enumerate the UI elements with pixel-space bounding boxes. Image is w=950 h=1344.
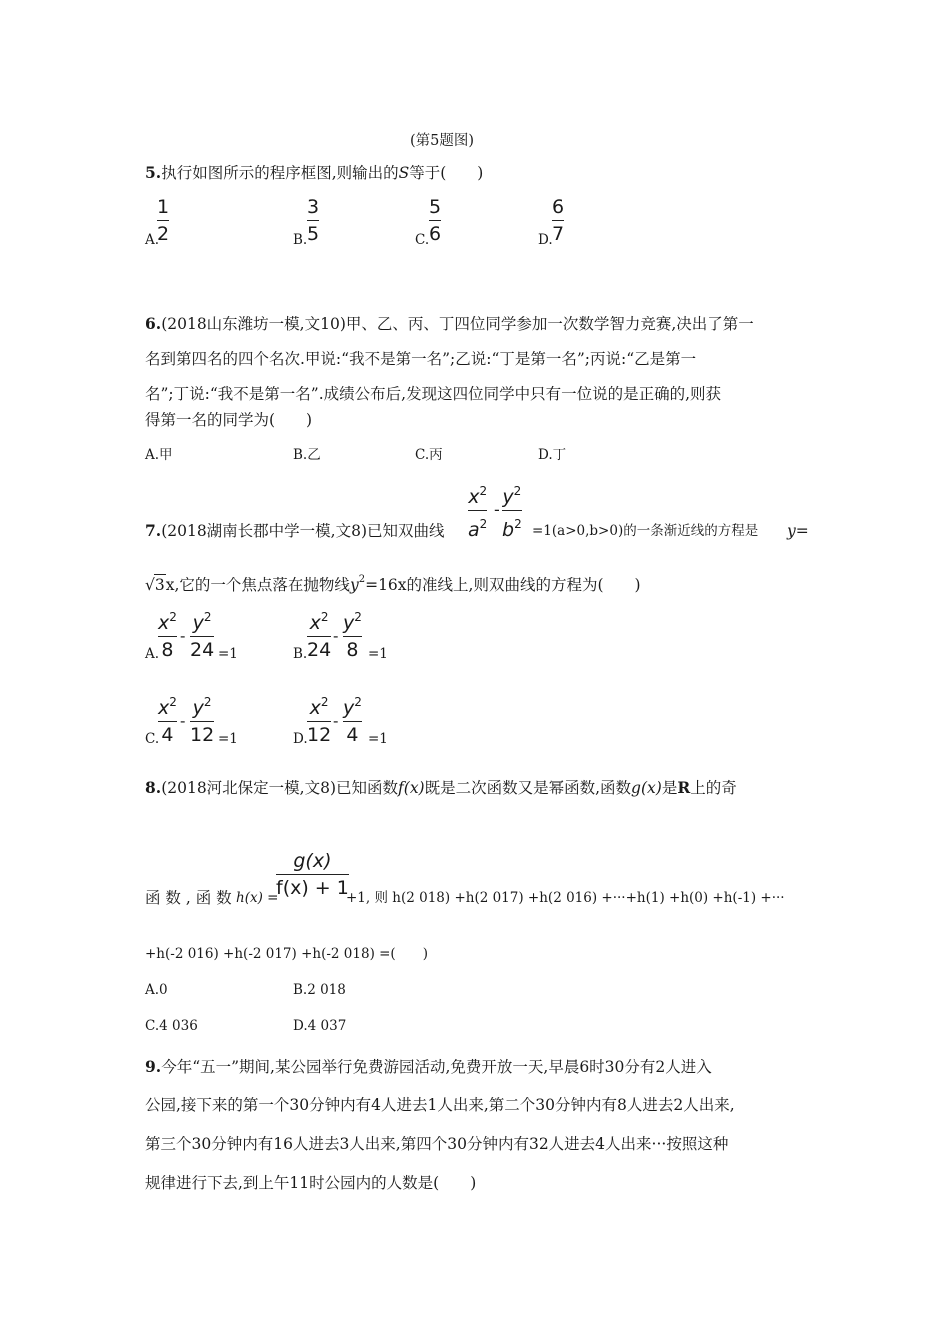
q5-option-a-label[interactable]: A. (145, 232, 160, 248)
q8-option-b[interactable]: B.2 018 (293, 982, 346, 998)
q7-option-b-tail: =1 (368, 646, 388, 662)
q7-minus-sign: - (494, 500, 500, 519)
question-9-line-3: 第三个30分钟内有16人进去3人出来,第四个30分钟内有32人进去4人出来···按照这种 (145, 1135, 729, 1153)
q7-option-c-label[interactable]: C. (145, 731, 160, 747)
q7-option-a-term-y: $y^2$ 24 (190, 610, 215, 662)
q5-option-b-fraction: 3 5 (307, 196, 320, 246)
q7-option-d-term-y: $y^2$ 4 (343, 695, 362, 747)
q6-option-b[interactable]: B.乙 (293, 447, 321, 463)
question-9-line-1: 9.今年“五一”期间,某公园举行免费游园活动,免费开放一天,早晨6时30分有2人进入 (145, 1057, 712, 1076)
q8-option-d[interactable]: D.4 037 (293, 1018, 347, 1034)
q7-option-d-tail: =1 (368, 731, 388, 747)
question-number: 5. (145, 163, 162, 182)
question-9-line-4: 规律进行下去,到上午11时公园内的人数是( ) (145, 1174, 477, 1192)
q7-option-d-term-x: $x^2$ 12 (307, 695, 332, 747)
q7-option-d-label[interactable]: D. (293, 731, 308, 747)
q5-option-c-label[interactable]: C. (415, 232, 430, 248)
q8-option-a[interactable]: A.0 (145, 982, 168, 998)
q5-option-b-label[interactable]: B. (293, 232, 308, 248)
question-8-line-3: +h(-2 016) +h(-2 017) +h(-2 018) =( ) (145, 946, 428, 962)
question-7-stem-c: y= (787, 522, 809, 540)
question-7-line-2: √3x,它的一个焦点落在抛物线$y^2=16x$的准线上,则双曲线的方程为( ) (145, 574, 641, 594)
question-8-line-2-b: h(x) = (236, 890, 279, 906)
q7-option-b-label[interactable]: B. (293, 646, 308, 662)
question-6-line-4: 得第一名的同学为( ) (145, 411, 313, 429)
question-7-stem-a: 7.(2018湖南长郡中学一模,文8)已知双曲线 (145, 521, 445, 540)
figure-caption: (第5题图) (410, 133, 475, 149)
question-6-line-3: 名”;丁说:“我不是第一名”.成绩公布后,发现这四位同学中只有一位说的是正确的,则获 (145, 385, 722, 403)
question-7-stem-b: =1(a>0,b>0)的一条渐近线的方程是 (532, 523, 759, 539)
q7-option-c-tail: =1 (218, 731, 238, 747)
q7-option-a-tail: =1 (218, 646, 238, 662)
q7-option-b-term-y: $y^2$ 8 (343, 610, 362, 662)
question-5-stem: 5.执行如图所示的程序框图,则输出的S等于( ) (145, 163, 484, 182)
question-6-line-1: 6.(2018山东潍坊一模,文10)甲、乙、丙、丁四位同学参加一次数学智力竞赛,决出了第一 (145, 314, 754, 333)
q5-option-d-fraction: 6 7 (552, 196, 565, 246)
q7-hyperbola-term-x: $x^2$ $a^2$ (468, 484, 488, 542)
question-9-line-2: 公园,接下来的第一个30分钟内有4人进去1人出来,第二个30分钟内有8人进去2人出来, (145, 1096, 735, 1114)
q5-option-a-fraction: 1 2 (157, 196, 170, 246)
q7-option-d-minus: - (333, 711, 339, 730)
q7-option-a-term-x: $x^2$ 8 (158, 610, 177, 662)
q7-option-b-minus: - (333, 626, 339, 645)
q5-option-c-fraction: 5 6 (429, 196, 442, 246)
q7-option-c-minus: - (180, 711, 186, 730)
q7-option-c-term-y: $y^2$ 12 (190, 695, 215, 747)
question-6-line-2: 名到第四名的四个名次.甲说:“我不是第一名”;乙说:“丁是第一名”;丙说:“乙是第一 (145, 350, 697, 368)
q6-option-c[interactable]: C.丙 (415, 447, 443, 463)
q7-option-a-minus: - (180, 626, 186, 645)
q6-option-a[interactable]: A.甲 (145, 447, 173, 463)
q8-option-c[interactable]: C.4 036 (145, 1018, 198, 1034)
q8-h-fraction: g(x) f(x) + 1 (276, 850, 349, 900)
q7-option-a-label[interactable]: A. (145, 646, 160, 662)
question-8-line-1: 8.(2018河北保定一模,文8)已知函数f(x)既是二次函数又是幂函数,函数g(x)是R上的奇 (145, 778, 737, 797)
question-8-line-2-c: +1, 则 h(2 018) +h(2 017) +h(2 016) +···+h(1) +h(0) +h(-1) +··· (346, 890, 785, 906)
q5-option-d-label[interactable]: D. (538, 232, 553, 248)
q6-option-d[interactable]: D.丁 (538, 447, 567, 463)
q7-option-b-term-x: $x^2$ 24 (307, 610, 332, 662)
q7-hyperbola-term-y: $y^2$ $b^2$ (502, 484, 522, 542)
q7-option-c-term-x: $x^2$ 4 (158, 695, 177, 747)
question-8-line-2-a: 函 数 , 函 数 (145, 889, 232, 907)
